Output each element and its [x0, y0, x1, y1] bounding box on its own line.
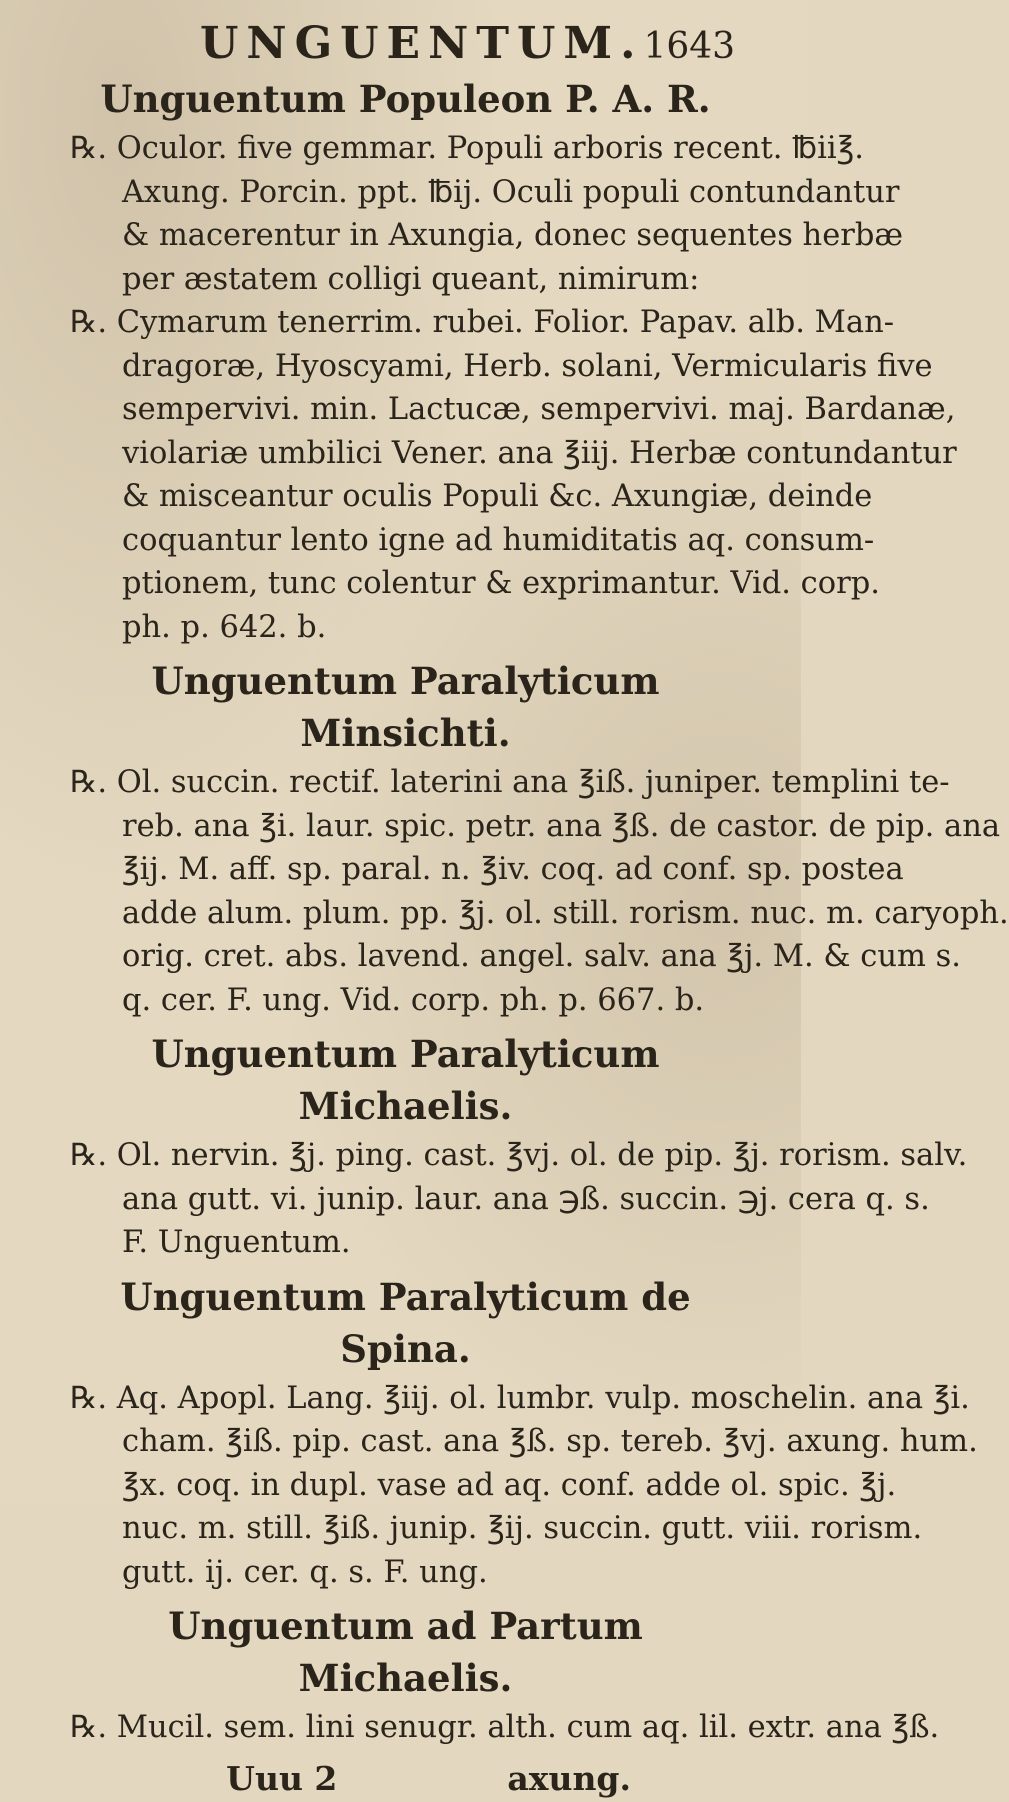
- page-header: [200, 18, 736, 69]
- text-line: coquantur lento igne ad humiditatis aq. consum-: [122, 522, 875, 558]
- entry-paralyticum-michaelis: [70, 1028, 968, 1265]
- catchword: axung.: [507, 1758, 631, 1798]
- text-line: ℞. Cymarum tenerrim. rubei. Folior. Papav. alb. Man-: [70, 305, 895, 340]
- page-footer: [70, 1756, 631, 1802]
- text-line: adde alum. plum. pp. ℥j. ol. still. rorism. nuc. m. caryoph.: [122, 895, 1009, 931]
- text-line: F. Unguentum.: [122, 1225, 351, 1260]
- text-line: ana gutt. vi. junip. laur. ana ℈ß. succin. ℈j. cera q. s.: [122, 1181, 930, 1217]
- entry-title: Unguentum Populeon P. A. R.: [100, 77, 711, 121]
- text-line: ℞. Ol. nervin. ℥j. ping. cast. ℥vj. ol. de pip. ℥j. rorism. salv.: [70, 1138, 968, 1173]
- text-line: & misceantur oculis Populi &c. Axungiæ, deinde: [122, 479, 873, 514]
- entry-title: Unguentum ad Partum Michaelis.: [168, 1604, 643, 1700]
- entry-populeon: [70, 73, 957, 649]
- text-line: ℞. Aq. Apopl. Lang. ℥iij. ol. lumbr. vulp. moschelin. ana ℥i.: [70, 1380, 970, 1416]
- text-line: Axung. Porcin. ppt. ℔ij. Oculi populi contundantur: [122, 174, 900, 210]
- entry-title: Unguentum Paralyticum Minsichti.: [151, 659, 660, 755]
- text-line: orig. cret. abs. lavend. angel. salv. ana ℥j. M. & cum s.: [122, 939, 961, 974]
- page-number: 1643: [643, 26, 736, 67]
- entry-title: Unguentum Paralyticum de Spina.: [120, 1274, 691, 1371]
- entry-paralyticum-minsichti: [70, 655, 1009, 1022]
- text-line: ℥ij. M. aff. sp. paral. n. ℥iv. coq. ad conf. sp. postea: [122, 852, 904, 887]
- running-head: UNGUENTUM.: [200, 18, 644, 69]
- text-line: q. cer. F. ung. Vid. corp. ph. p. 667. b.: [122, 982, 705, 1018]
- text-line: ptionem, tunc colentur & exprimantur. Vid. corp.: [122, 566, 880, 601]
- text-line: ph. p. 642. b.: [122, 609, 327, 645]
- text-line: gutt. ij. cer. q. s. F. ung.: [122, 1554, 488, 1590]
- entry-title: Unguentum Paralyticum Michaelis.: [151, 1032, 660, 1128]
- signature-mark: Uuu 2: [226, 1758, 338, 1798]
- text-line: cham. ℥iß. pip. cast. ana ℥ß. sp. tereb. ℥vj. axung. hum.: [122, 1424, 978, 1459]
- text-line: dragoræ, Hyoscyami, Herb. solani, Vermicularis five: [122, 348, 933, 384]
- text-line: nuc. m. still. ℥iß. junip. ℥ij. succin. gutt. viii. rorism.: [122, 1511, 923, 1546]
- text-line: per æstatem colligi queant, nimirum:: [122, 261, 700, 297]
- text-line: ℞. Ol. succin. rectif. laterini ana ℥iß. juniper. templini te-: [70, 765, 950, 800]
- entry-paralyticum-spina: [70, 1271, 978, 1595]
- text-line: ℞. Mucil. sem. lini senugr. alth. cum aq. lil. extr. ana ℥ß.: [70, 1710, 940, 1745]
- text-line: ℞. Oculor. five gemmar. Populi arboris recent. ℔ii℥.: [70, 131, 864, 166]
- text-line: violariæ umbilici Vener. ana ℥iij. Herbæ contundantur: [122, 435, 957, 471]
- text-line: reb. ana ℥i. laur. spic. petr. ana ℥ß. de castor. de pip. ana: [122, 808, 1001, 844]
- text-line: & macerentur in Axungia, donec sequentes herbæ: [122, 218, 904, 253]
- text-line: ℥x. coq. in dupl. vase ad aq. conf. adde ol. spic. ℥j.: [122, 1467, 897, 1503]
- entry-ad-partum: [70, 1600, 940, 1750]
- text-line: sempervivi. min. Lactucæ, sempervivi. maj. Bardanæ,: [122, 392, 956, 427]
